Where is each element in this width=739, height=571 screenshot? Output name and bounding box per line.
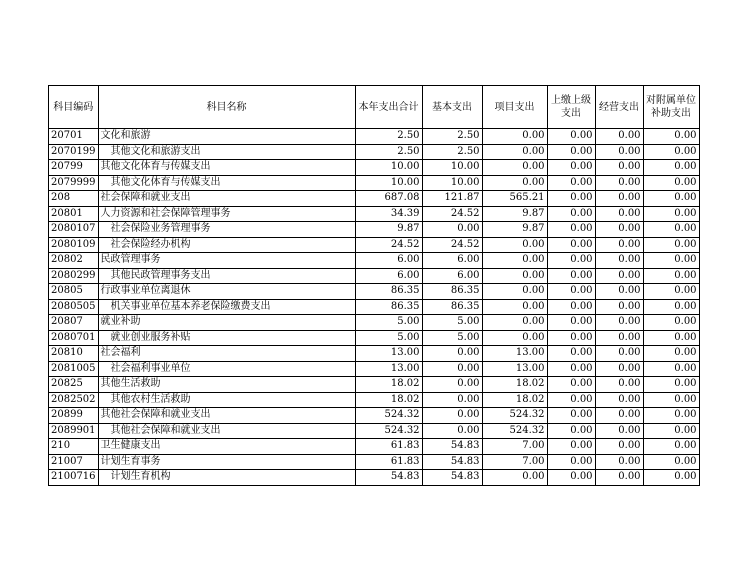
cell-upper: 0.00 (547, 129, 595, 145)
expenditure-table (48, 85, 700, 486)
cell-basic: 6.00 (422, 253, 482, 269)
cell-code: 208 (49, 191, 99, 207)
cell-code: 2080505 (49, 299, 99, 315)
table-row (49, 408, 700, 424)
cell-project: 0.00 (482, 284, 547, 300)
cell-project: 565.21 (482, 191, 547, 207)
header-code: 科目编码 (49, 86, 99, 129)
cell-basic: 121.87 (422, 191, 482, 207)
table-body (49, 129, 700, 486)
cell-basic: 2.50 (422, 144, 482, 160)
cell-basic: 0.00 (422, 423, 482, 439)
cell-subsidy: 0.00 (643, 144, 699, 160)
cell-code: 20799 (49, 160, 99, 176)
cell-upper: 0.00 (547, 253, 595, 269)
cell-total: 10.00 (355, 175, 422, 191)
cell-code: 210 (49, 439, 99, 455)
cell-total: 10.00 (355, 160, 422, 176)
cell-project: 0.00 (482, 129, 547, 145)
cell-code: 20899 (49, 408, 99, 424)
table-row (49, 377, 700, 393)
cell-project: 18.02 (482, 392, 547, 408)
table-row (49, 144, 700, 160)
cell-upper: 0.00 (547, 315, 595, 331)
cell-business: 0.00 (595, 470, 643, 486)
cell-subsidy: 0.00 (643, 377, 699, 393)
cell-basic: 0.00 (422, 377, 482, 393)
table-row (49, 299, 700, 315)
cell-code: 2070199 (49, 144, 99, 160)
cell-basic: 0.00 (422, 408, 482, 424)
cell-project: 0.00 (482, 268, 547, 284)
cell-business: 0.00 (595, 361, 643, 377)
cell-total: 61.83 (355, 439, 422, 455)
cell-business: 0.00 (595, 346, 643, 362)
cell-name: 社会保险经办机构 (98, 237, 355, 253)
cell-business: 0.00 (595, 392, 643, 408)
cell-business: 0.00 (595, 222, 643, 238)
cell-total: 13.00 (355, 346, 422, 362)
table-row (49, 454, 700, 470)
cell-subsidy: 0.00 (643, 346, 699, 362)
cell-upper: 0.00 (547, 470, 595, 486)
cell-basic: 54.83 (422, 454, 482, 470)
cell-business: 0.00 (595, 423, 643, 439)
cell-name: 其他社会保障和就业支出 (98, 408, 355, 424)
cell-business: 0.00 (595, 454, 643, 470)
cell-name: 其他民政管理事务支出 (98, 268, 355, 284)
cell-basic: 0.00 (422, 361, 482, 377)
cell-total: 18.02 (355, 392, 422, 408)
cell-subsidy: 0.00 (643, 191, 699, 207)
table-row (49, 175, 700, 191)
cell-upper: 0.00 (547, 222, 595, 238)
cell-total: 9.87 (355, 222, 422, 238)
cell-name: 社会保障和就业支出 (98, 191, 355, 207)
cell-project: 13.00 (482, 346, 547, 362)
cell-basic: 0.00 (422, 392, 482, 408)
header-upper: 上缴上级支出 (547, 86, 595, 129)
cell-code: 20701 (49, 129, 99, 145)
table-row (49, 206, 700, 222)
cell-subsidy: 0.00 (643, 408, 699, 424)
cell-code: 2080299 (49, 268, 99, 284)
cell-project: 13.00 (482, 361, 547, 377)
cell-total: 524.32 (355, 423, 422, 439)
cell-subsidy: 0.00 (643, 206, 699, 222)
cell-project: 524.32 (482, 423, 547, 439)
cell-business: 0.00 (595, 315, 643, 331)
cell-code: 20807 (49, 315, 99, 331)
cell-upper: 0.00 (547, 439, 595, 455)
cell-subsidy: 0.00 (643, 330, 699, 346)
cell-business: 0.00 (595, 191, 643, 207)
table-row (49, 253, 700, 269)
cell-basic: 24.52 (422, 237, 482, 253)
cell-code: 20805 (49, 284, 99, 300)
cell-total: 524.32 (355, 408, 422, 424)
cell-upper: 0.00 (547, 268, 595, 284)
cell-business: 0.00 (595, 330, 643, 346)
cell-code: 2080107 (49, 222, 99, 238)
cell-code: 20802 (49, 253, 99, 269)
table-row (49, 191, 700, 207)
cell-name: 其他生活救助 (98, 377, 355, 393)
cell-total: 2.50 (355, 144, 422, 160)
cell-basic: 54.83 (422, 470, 482, 486)
cell-name: 社会福利事业单位 (98, 361, 355, 377)
cell-name: 其他农村生活救助 (98, 392, 355, 408)
cell-name: 就业创业服务补贴 (98, 330, 355, 346)
cell-upper: 0.00 (547, 377, 595, 393)
table-row (49, 361, 700, 377)
cell-upper: 0.00 (547, 392, 595, 408)
cell-code: 2079999 (49, 175, 99, 191)
cell-upper: 0.00 (547, 284, 595, 300)
cell-project: 0.00 (482, 175, 547, 191)
table-row (49, 423, 700, 439)
table-header-row (49, 86, 700, 129)
cell-business: 0.00 (595, 377, 643, 393)
cell-name: 其他文化体育与传媒支出 (98, 160, 355, 176)
cell-subsidy: 0.00 (643, 470, 699, 486)
cell-name: 就业补助 (98, 315, 355, 331)
cell-business: 0.00 (595, 206, 643, 222)
table-row (49, 160, 700, 176)
cell-name: 卫生健康支出 (98, 439, 355, 455)
cell-business: 0.00 (595, 253, 643, 269)
cell-project: 0.00 (482, 237, 547, 253)
cell-business: 0.00 (595, 299, 643, 315)
cell-subsidy: 0.00 (643, 160, 699, 176)
cell-subsidy: 0.00 (643, 222, 699, 238)
table-row (49, 346, 700, 362)
cell-upper: 0.00 (547, 423, 595, 439)
cell-code: 2081005 (49, 361, 99, 377)
table-row (49, 439, 700, 455)
cell-upper: 0.00 (547, 346, 595, 362)
cell-name: 其他文化体育与传媒支出 (98, 175, 355, 191)
table-row (49, 222, 700, 238)
cell-upper: 0.00 (547, 408, 595, 424)
cell-name: 其他文化和旅游支出 (98, 144, 355, 160)
cell-total: 687.08 (355, 191, 422, 207)
cell-total: 54.83 (355, 470, 422, 486)
cell-basic: 24.52 (422, 206, 482, 222)
cell-subsidy: 0.00 (643, 237, 699, 253)
cell-name: 社会保险业务管理事务 (98, 222, 355, 238)
cell-total: 34.39 (355, 206, 422, 222)
cell-subsidy: 0.00 (643, 268, 699, 284)
cell-business: 0.00 (595, 268, 643, 284)
cell-basic: 10.00 (422, 175, 482, 191)
cell-upper: 0.00 (547, 299, 595, 315)
cell-total: 86.35 (355, 284, 422, 300)
cell-project: 0.00 (482, 315, 547, 331)
cell-total: 5.00 (355, 315, 422, 331)
cell-subsidy: 0.00 (643, 439, 699, 455)
table-row (49, 284, 700, 300)
cell-upper: 0.00 (547, 175, 595, 191)
cell-subsidy: 0.00 (643, 253, 699, 269)
cell-total: 5.00 (355, 330, 422, 346)
cell-name: 民政管理事务 (98, 253, 355, 269)
cell-code: 2080109 (49, 237, 99, 253)
cell-name: 机关事业单位基本养老保险缴费支出 (98, 299, 355, 315)
header-name: 科目名称 (98, 86, 355, 129)
table-row (49, 268, 700, 284)
table-row (49, 315, 700, 331)
cell-upper: 0.00 (547, 361, 595, 377)
cell-name: 其他社会保障和就业支出 (98, 423, 355, 439)
header-business: 经营支出 (595, 86, 643, 129)
cell-total: 86.35 (355, 299, 422, 315)
cell-project: 7.00 (482, 454, 547, 470)
cell-business: 0.00 (595, 408, 643, 424)
cell-code: 2100716 (49, 470, 99, 486)
cell-basic: 86.35 (422, 284, 482, 300)
cell-business: 0.00 (595, 237, 643, 253)
cell-subsidy: 0.00 (643, 129, 699, 145)
cell-basic: 5.00 (422, 330, 482, 346)
cell-basic: 6.00 (422, 268, 482, 284)
cell-project: 7.00 (482, 439, 547, 455)
cell-name: 文化和旅游 (98, 129, 355, 145)
cell-upper: 0.00 (547, 237, 595, 253)
cell-project: 0.00 (482, 330, 547, 346)
cell-project: 0.00 (482, 470, 547, 486)
cell-business: 0.00 (595, 175, 643, 191)
cell-project: 0.00 (482, 253, 547, 269)
cell-name: 社会福利 (98, 346, 355, 362)
cell-total: 6.00 (355, 268, 422, 284)
cell-subsidy: 0.00 (643, 315, 699, 331)
cell-name: 行政事业单位离退休 (98, 284, 355, 300)
cell-business: 0.00 (595, 160, 643, 176)
cell-subsidy: 0.00 (643, 454, 699, 470)
cell-upper: 0.00 (547, 454, 595, 470)
cell-total: 6.00 (355, 253, 422, 269)
cell-basic: 2.50 (422, 129, 482, 145)
cell-upper: 0.00 (547, 191, 595, 207)
cell-upper: 0.00 (547, 206, 595, 222)
cell-total: 18.02 (355, 377, 422, 393)
cell-project: 0.00 (482, 160, 547, 176)
cell-basic: 10.00 (422, 160, 482, 176)
cell-code: 20801 (49, 206, 99, 222)
cell-business: 0.00 (595, 439, 643, 455)
cell-project: 0.00 (482, 144, 547, 160)
cell-upper: 0.00 (547, 144, 595, 160)
header-subsidy: 对附属单位补助支出 (643, 86, 699, 129)
header-total: 本年支出合计 (355, 86, 422, 129)
cell-subsidy: 0.00 (643, 175, 699, 191)
cell-basic: 5.00 (422, 315, 482, 331)
table-row (49, 129, 700, 145)
table-row (49, 330, 700, 346)
cell-project: 0.00 (482, 299, 547, 315)
cell-name: 计划生育事务 (98, 454, 355, 470)
cell-name: 计划生育机构 (98, 470, 355, 486)
cell-total: 2.50 (355, 129, 422, 145)
cell-upper: 0.00 (547, 330, 595, 346)
cell-total: 13.00 (355, 361, 422, 377)
cell-business: 0.00 (595, 284, 643, 300)
cell-project: 9.87 (482, 222, 547, 238)
cell-project: 9.87 (482, 206, 547, 222)
cell-business: 0.00 (595, 129, 643, 145)
cell-business: 0.00 (595, 144, 643, 160)
cell-code: 21007 (49, 454, 99, 470)
cell-subsidy: 0.00 (643, 299, 699, 315)
cell-code: 20810 (49, 346, 99, 362)
header-basic: 基本支出 (422, 86, 482, 129)
cell-code: 2080701 (49, 330, 99, 346)
cell-project: 524.32 (482, 408, 547, 424)
cell-basic: 0.00 (422, 222, 482, 238)
cell-total: 24.52 (355, 237, 422, 253)
cell-total: 61.83 (355, 454, 422, 470)
cell-subsidy: 0.00 (643, 361, 699, 377)
cell-basic: 54.83 (422, 439, 482, 455)
cell-name: 人力资源和社会保障管理事务 (98, 206, 355, 222)
table-row (49, 470, 700, 486)
cell-basic: 0.00 (422, 346, 482, 362)
cell-subsidy: 0.00 (643, 284, 699, 300)
table-row (49, 392, 700, 408)
cell-code: 20825 (49, 377, 99, 393)
cell-subsidy: 0.00 (643, 423, 699, 439)
cell-code: 2089901 (49, 423, 99, 439)
header-project: 项目支出 (482, 86, 547, 129)
cell-basic: 86.35 (422, 299, 482, 315)
cell-code: 2082502 (49, 392, 99, 408)
table-row (49, 237, 700, 253)
cell-upper: 0.00 (547, 160, 595, 176)
cell-project: 18.02 (482, 377, 547, 393)
cell-subsidy: 0.00 (643, 392, 699, 408)
